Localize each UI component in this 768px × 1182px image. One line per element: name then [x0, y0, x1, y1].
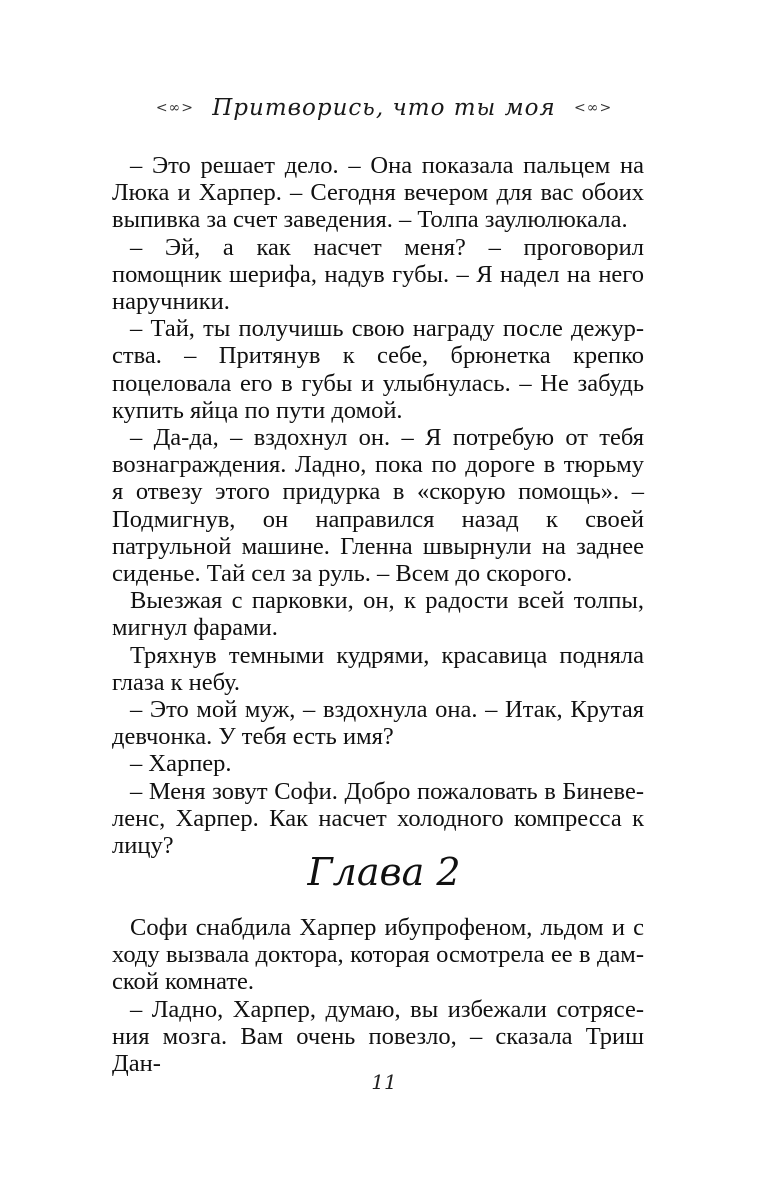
left-ornament-icon: <∞> [155, 100, 194, 116]
paragraph: – Да-да, – вздохнул он. – Я потребую от тебя вознаграждения. Ладно, пока по дороге в тюрьму я отвезу этого придурка в «скорую помощь». – Подмигнув, он направился назад к своей патрульной машине. Гленна швырнули на заднее сиденье. Тай сел за руль. – Всем до скорого. [112, 424, 644, 588]
paragraph: – Это решает дело. – Она показала пальцем на Люка и Харпер. – Сегодня вечером для вас обоих выпивка за счет заведения. – Толпа заулюлюкала. [112, 152, 644, 234]
book-title: Притворись, что ты моя [212, 95, 556, 121]
paragraph: – Меня зовут Софи. Добро пожаловать в Биневеленс, Харпер. Как насчет холодного компресса к лицу? [112, 777, 644, 860]
paragraph: Выезжая с парковки, он, к радости всей толпы, мигнул фарами. [112, 587, 644, 642]
paragraph: Софи снабдила Харпер ибупрофеном, льдом и с ходу вызвала доктора, которая осмотрела ее в дамской комнате. [112, 914, 644, 996]
paragraph: – Харпер. [130, 750, 232, 778]
paragraph: – Это мой муж, – вздохнула она. – Итак, Крутая девчонка. У тебя есть имя? [112, 696, 644, 751]
paragraph: – Ладно, Харпер, думаю, вы избежали сотрясения мозга. Вам очень повезло, – сказала Триш Дан- [112, 995, 644, 1078]
paragraph: – Тай, ты получишь свою награду после дежурства. – Притянув к себе, брюнетка крепко поцеловала его в губы и улыбнулась. – Не забудь купить яйца по пути домой. [112, 315, 644, 424]
paragraph: – Эй, а как насчет меня? – проговорил помощник шерифа, надув губы. – Я надел на него наручники. [112, 233, 644, 316]
running-header [0, 94, 768, 121]
page-number: 11 [371, 1070, 397, 1094]
right-ornament-icon: <∞> [574, 100, 613, 116]
paragraph: Тряхнув темными кудрями, красавица подняла глаза к небу. [112, 641, 644, 696]
text-block-before-chapter [112, 152, 644, 859]
text-block-after-chapter [112, 914, 644, 1077]
chapter-title: Глава 2 [307, 850, 461, 894]
